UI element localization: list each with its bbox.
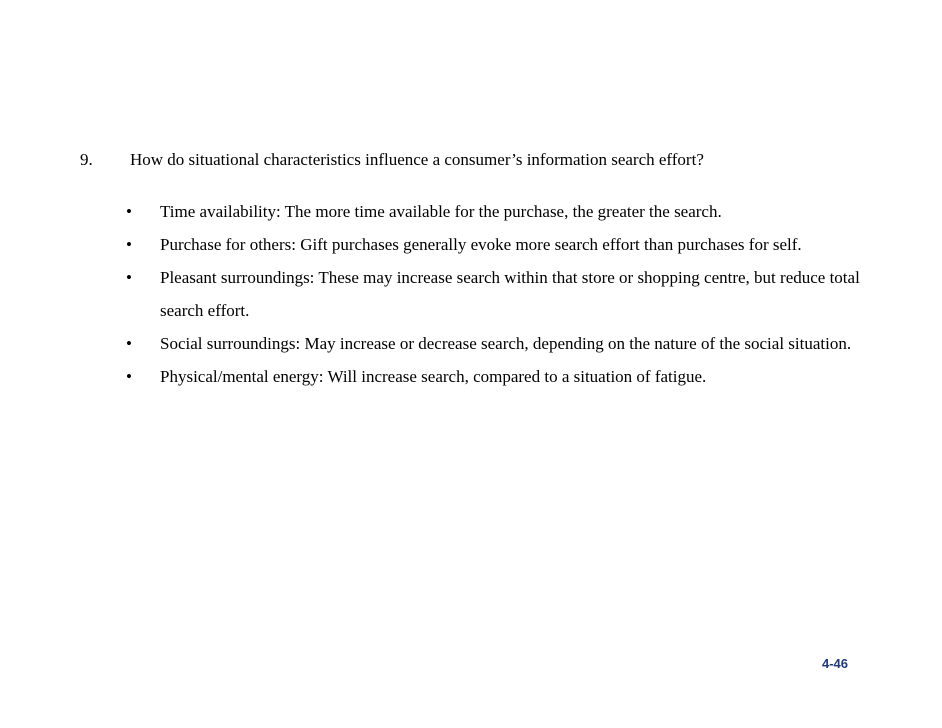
list-item — [124, 261, 884, 327]
bullet-icon: • — [126, 334, 132, 353]
list-item — [124, 327, 884, 360]
page-number: 4-46 — [822, 656, 849, 671]
bullet-text: Time availability: The more time available for the purchase, the greater the search. — [160, 202, 722, 221]
bullet-icon: • — [126, 202, 132, 221]
bullet-icon: • — [126, 367, 132, 386]
question-number: 9. — [80, 150, 93, 169]
answer-bullet-list — [124, 195, 884, 393]
bullet-text: Social surroundings: May increase or decrease search, depending on the nature of the social situation. — [160, 334, 852, 353]
bullet-icon: • — [126, 235, 132, 254]
list-item — [124, 228, 884, 261]
question-text: How do situational characteristics influence a consumer’s information search effort? — [130, 150, 704, 169]
list-item — [124, 195, 884, 228]
bullet-text: Purchase for others: Gift purchases generally evoke more search effort than purchases for self. — [160, 235, 802, 254]
bullet-text: Pleasant surroundings: These may increase search within that store or shopping centre, but reduce total search effort. — [160, 268, 860, 320]
bullet-text: Physical/mental energy: Will increase search, compared to a situation of fatigue. — [160, 367, 707, 386]
list-item — [124, 360, 884, 393]
bullet-icon: • — [126, 268, 132, 287]
